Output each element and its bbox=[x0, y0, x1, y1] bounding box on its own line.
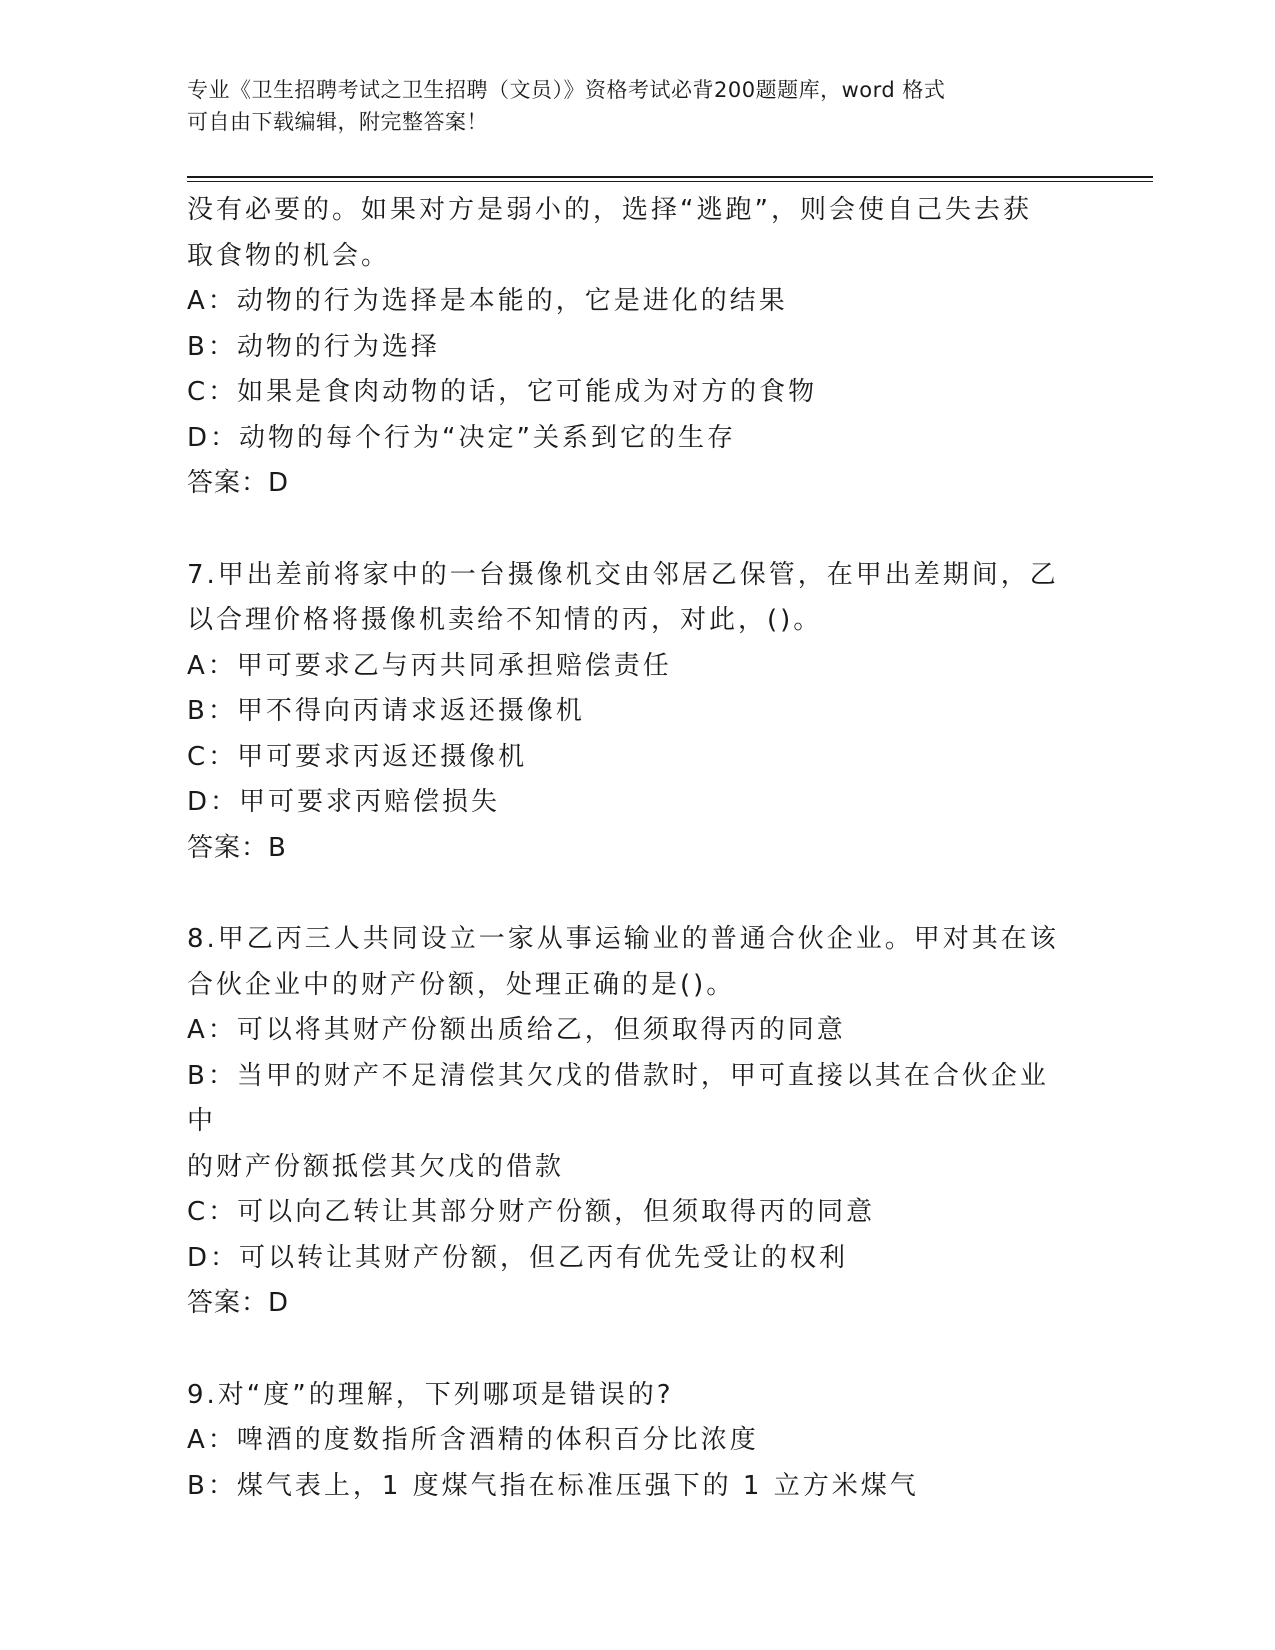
document-body bbox=[187, 188, 1067, 1509]
option-a: A：动物的行为选择是本能的，它是进化的结果 bbox=[187, 286, 788, 316]
question-text-line: 以合理价格将摄像机卖给不知情的丙，对此，()。 bbox=[187, 605, 823, 635]
header-line-1: 专业《卫生招聘考试之卫生招聘（文员）》资格考试必背200题题库，word 格式 bbox=[187, 78, 946, 102]
answer: 答案：B bbox=[187, 832, 287, 863]
option-c: C：如果是食肉动物的话，它可能成为对方的食物 bbox=[187, 377, 818, 407]
spacer bbox=[187, 871, 1067, 917]
option-c: C：可以向乙转让其部分财产份额，但须取得丙的同意 bbox=[187, 1197, 876, 1227]
header-divider-thick bbox=[187, 176, 1153, 178]
header-divider-thin bbox=[187, 181, 1153, 182]
spacer bbox=[187, 507, 1067, 553]
header-line-2: 可自由下载编辑，附完整答案！ bbox=[187, 110, 488, 134]
question-text-line: 没有必要的。如果对方是弱小的，选择“逃跑”，则会使自己失去获 bbox=[187, 195, 1032, 225]
question-9 bbox=[187, 1373, 1067, 1510]
answer: 答案：D bbox=[187, 1288, 290, 1318]
option-c: C：甲可要求丙返还摄像机 bbox=[187, 741, 528, 772]
option-b: B：甲不得向丙请求返还摄像机 bbox=[187, 696, 585, 726]
question-text-line: 8.甲乙丙三人共同设立一家从事运输业的普通合伙企业。甲对其在该 bbox=[187, 924, 1059, 954]
option-d: D：可以转让其财产份额，但乙丙有优先受让的权利 bbox=[187, 1242, 849, 1273]
document-header bbox=[187, 74, 1067, 138]
option-b-continued: 的财产份额抵偿其欠戊的借款 bbox=[187, 1151, 565, 1182]
question-text-line: 9.对“度”的理解，下列哪项是错误的? bbox=[187, 1379, 674, 1410]
option-b: B：当甲的财产不足清偿其欠戊的借款时，甲可直接以其在合伙企业中 bbox=[187, 1060, 1049, 1136]
spacer bbox=[187, 1327, 1067, 1373]
answer: 答案：D bbox=[187, 468, 290, 498]
question-text-line: 取食物的机会。 bbox=[187, 240, 391, 271]
option-b: B：煤气表上，1 度煤气指在标准压强下的 1 立方米煤气 bbox=[187, 1470, 919, 1501]
question-text-line: 合伙企业中的财产份额，处理正确的是()。 bbox=[187, 969, 736, 1000]
question-8 bbox=[187, 917, 1067, 1327]
option-d: D：甲可要求丙赔偿损失 bbox=[187, 787, 501, 817]
question-6-continuation bbox=[187, 188, 1067, 507]
option-a: A：可以将其财产份额出质给乙，但须取得丙的同意 bbox=[187, 1015, 846, 1045]
option-a: A：啤酒的度数指所含酒精的体积百分比浓度 bbox=[187, 1425, 759, 1455]
question-7 bbox=[187, 553, 1067, 872]
option-b: B：动物的行为选择 bbox=[187, 331, 440, 362]
option-d: D：动物的每个行为“决定”关系到它的生存 bbox=[187, 422, 736, 453]
question-text-line: 7.甲出差前将家中的一台摄像机交由邻居乙保管，在甲出差期间，乙 bbox=[187, 559, 1059, 590]
option-a: A：甲可要求乙与丙共同承担赔偿责任 bbox=[187, 650, 672, 681]
